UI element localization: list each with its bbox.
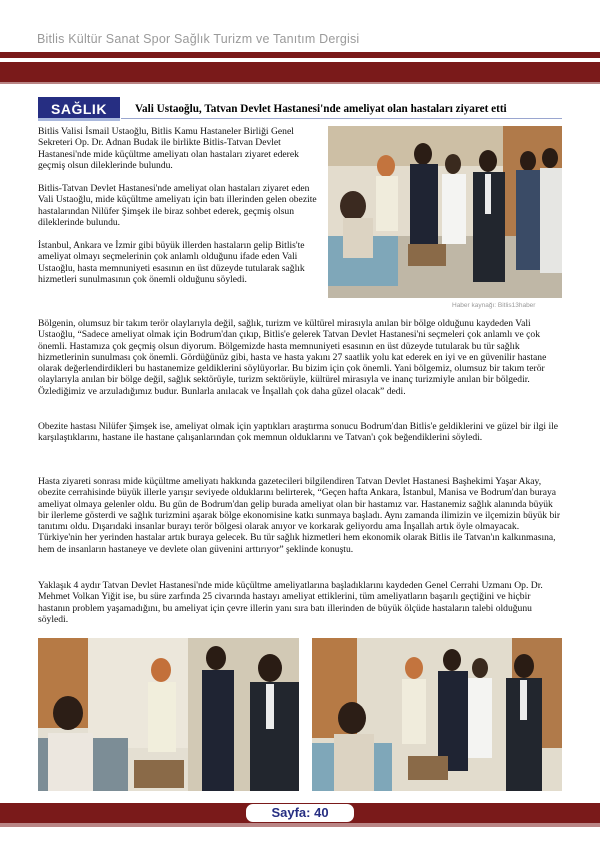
paragraph-6: Hasta ziyareti sonrası mide küçültme ameliyatı hakkında gazetecileri bilgilendiren Tatvan Devlet Hastanesi Başhekimi Yaşar Akay, obezite cerrahisinde büyük illerle yarışır seviyede olduklarını belirterek, “Geçen hafta Ankara, İstanbul, Manisa ve Bodrum'dan buraya ameliyat olmaya gelenler oldu. Bu gün de Bodrum'dan gelip burada ameliyat olan bir hastamız var. Hastanemiz sağlık alanında büyük bir ilerleme gösterdi ve sağlık turizmini aşarak bölge ekonomisine katkı sunmaya başladı. Aynı zamanda ilimizin ve ilçemizin büyük bir tanıtımı oldu. Dışarıdaki insanlar burayı terör bölgesi olarak anıyor ve korkarak geliyordu ama İnşallah artık öyle olmayacak. Türkiye'nin her yerinden hastalar artık buraya gelecek. Bu tür sağlık hizmetleri hem ekonomik olarak Bitlis ile Tatvan'ın kalkınmasına, hem de insanların hastaneye ve devlete olan güvenini arttırıyor” şeklinde konuştu. [38, 476, 561, 555]
paragraph-4: Bölgenin, olumsuz bir takım terör olaylarıyla değil, sağlık, turizm ve kültürel mirasıyla anılan bir bölge olduğunu kaydeden Vali Ustaoğlu, “Sadece ameliyat olmak için Bodrum'dan çıkıp, Bitlis'e gelerek Tatvan Devlet Hastanesi'ni seçmeleri çok anlamlı ve çok önemli. Hastamıza çok geçmiş olsun diyorum. Bölgemizde hasta memnuniyeti esasının en üst düzeyde tutularak bu tür sağlık hizmetlerinin sunulması çok önemli. Gördüğünüz gibi, hasta ve hasta yakını 27 saatlik yolu kat ederek en iyi ve en güvenilir hastane olarak değerlendirdikleri bu hastanemize geldiklerini söylüyorlar. Bu bizim için çok önemli. Yani bölgemiz, olumsuz bir takım terör olaylarıyla anılan bir bölge değil, sağlık sektörüyle, turizm sektörüyle, kültürel mirasıyla ve inanç turizmiyle anılan bir bölgedir. Özlediğimiz ve arzuladığımız budur. Bunlarla anılacak ve İnşallah çok daha güzel olacak” dedi. [38, 318, 547, 397]
patient-visit-photo-2 [312, 638, 562, 791]
hospital-visit-photo [328, 126, 562, 298]
headline-rule [121, 118, 562, 119]
header-band-light [0, 82, 600, 84]
article-photo-bottom-left [38, 638, 299, 791]
article-photo-bottom-right [312, 638, 562, 791]
paragraph-3: İstanbul, Ankara ve İzmir gibi büyük illerden hastaların gelip Bitlis'te ameliyat olmayı seçmelerinin çok anlamlı olduğunu ifade eden Vali Ustaoğlu, hasta memnuniyeti esasının en üst düzeyde tutularak sağlık hizmetleri sunulmasının çok önemli olduğunu söyledi. [38, 240, 305, 285]
article-headline: Vali Ustaoğlu, Tatvan Devlet Hastanesi'nde ameliyat olan hastaları ziyaret etti [135, 103, 507, 115]
header-band-thick [0, 62, 600, 82]
paragraph-7: Yaklaşık 4 aydır Tatvan Devlet Hastanesi'nde mide küçültme ameliyatlarına başladıklarını kaydeden Genel Cerrahi Uzmanı Op. Dr. Mehmet Volkan Yiğit ise, bu süre zarfında 25 civarında hastayı ameliyat ettiklerini, tüm ameliyatların başarılı geçtiğini ve hiçbir hastanın problem yaşamadığını, bu ameliyat için çevre illerin yanı sıra batı illerinden de büyük ölçüde hastaların talebi olduğunu söyledi. [38, 580, 543, 625]
article-photo-main [328, 126, 562, 298]
footer-band-light [0, 823, 600, 827]
page-number-label: Sayfa: 40 [271, 805, 329, 820]
section-badge: SAĞLIK [38, 97, 120, 121]
paragraph-5: Obezite hastası Nilüfer Şimşek ise, ameliyat olmak için yaptıkları araştırma sonucu Bodrum'dan Bitlis'e geldiklerini ve güzel bir ilgi ile karşılaştıklarını, hastane ile hastane çalışanlarından çok memnun olduklarını ve Tatvan'ı çok beğendiklerini söyledi. [38, 421, 559, 444]
paragraph-1: Bitlis Valisi İsmail Ustaoğlu, Bitlis Kamu Hastaneler Birliği Genel Sekreteri Op. Dr. Adnan Budak ile birlikte Bitlis-Tatvan Devlet Hastanesi'nde mide küçültme ameliyatı olan hastaları ziyaret ederek geçmiş olsun dileklerinde bulundu. [38, 126, 299, 171]
patient-visit-photo-1 [38, 638, 299, 791]
paragraph-2: Bitlis-Tatvan Devlet Hastanesi'nde ameliyat olan hastaları ziyaret eden Vali Ustaoğlu, mide küçültme ameliyatı için batı illerinden gelen obezite hastalarından Nilüfer Şimşek ile biraz sohbet ederek, geçmiş olsun dileklerinde bulundu. [38, 183, 317, 228]
photo-caption: Haber kaynağı: Bitlis13haber [452, 302, 536, 309]
magazine-title: Bitlis Kültür Sanat Spor Sağlık Turizm ve Tanıtım Dergisi [37, 32, 360, 46]
header-band-thin [0, 52, 600, 58]
